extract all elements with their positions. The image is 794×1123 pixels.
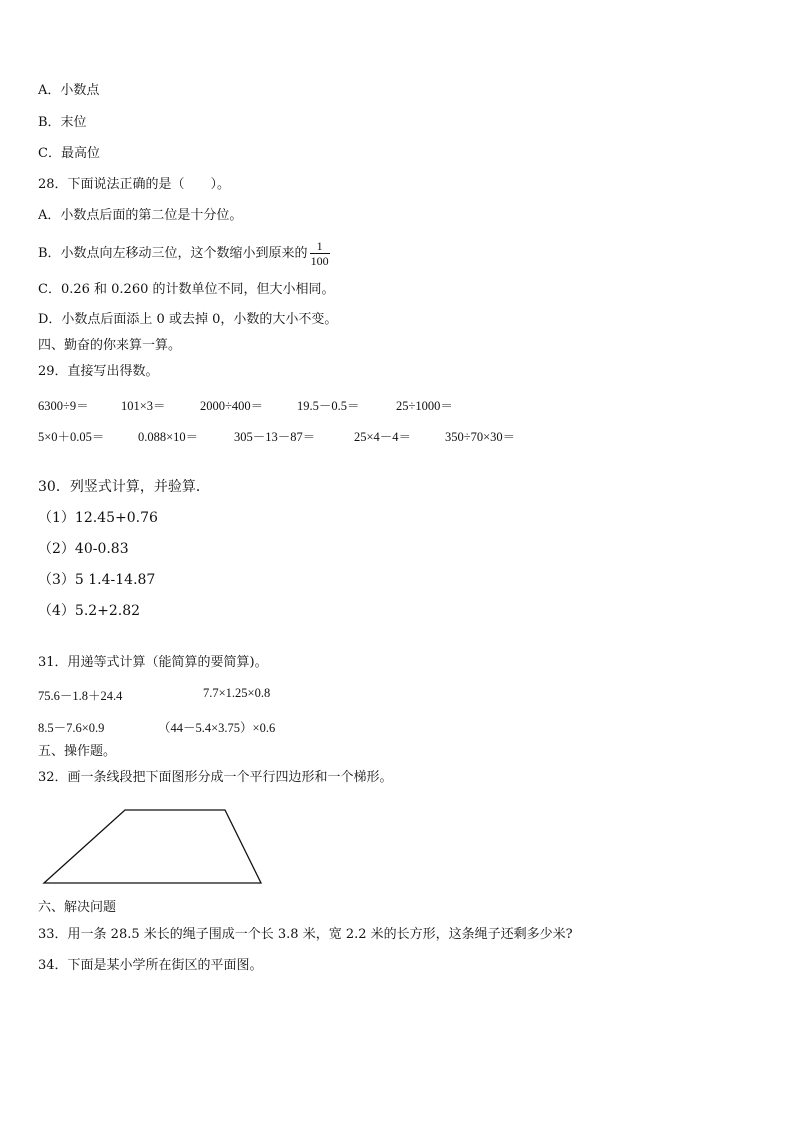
q34-text: 34．下面是某小学所在街区的平面图。 xyxy=(38,958,263,973)
q27-option-b: B．末位 xyxy=(38,115,87,130)
fraction-numerator: 1 xyxy=(310,239,330,254)
q29-stem: 29．直接写出得数。 xyxy=(38,364,159,379)
q27-option-c: C．最高位 xyxy=(38,146,100,161)
q31-expr-2: 7.7×1.25×0.8 xyxy=(203,686,271,700)
q29-calc-9: 25×4－4＝ xyxy=(354,430,412,444)
q31-expr-4: （44－5.4×3.75）×0.6 xyxy=(158,721,276,735)
q29-calc-2: 101×3＝ xyxy=(121,399,166,413)
q28-stem: 28．下面说法正确的是（ ）。 xyxy=(38,177,231,192)
fraction xyxy=(310,239,330,268)
q30-item-3: （3）5 1.4-14.87 xyxy=(38,572,156,588)
q30-item-1: （1）12.45+0.76 xyxy=(38,510,158,526)
q29-calc-1: 6300÷9＝ xyxy=(38,399,89,413)
section5-title: 五、操作题。 xyxy=(38,744,117,759)
q28-option-a: A．小数点后面的第二位是十分位。 xyxy=(38,208,243,223)
q31-expr-1: 75.6－1.8＋24.4 xyxy=(38,689,123,703)
q31-expr-3: 8.5－7.6×0.9 xyxy=(38,721,105,735)
q32-stem: 32．画一条线段把下面图形分成一个平行四边形和一个梯形。 xyxy=(38,770,393,785)
q29-calc-8: 305－13－87＝ xyxy=(234,430,316,444)
q29-calc-6: 5×0＋0.05＝ xyxy=(38,430,105,444)
q29-calc-7: 0.088×10＝ xyxy=(138,430,199,444)
q31-stem: 31．用递等式计算（能简算的要简算)。 xyxy=(38,655,268,670)
q29-calc-3: 2000÷400＝ xyxy=(200,399,264,413)
trapezoid-figure xyxy=(40,806,266,888)
q29-calc-4: 19.5－0.5＝ xyxy=(297,399,360,413)
q30-item-4: （4）5.2+2.82 xyxy=(38,603,141,619)
q28-option-b xyxy=(38,236,330,272)
section6-title: 六、解决问题 xyxy=(38,900,117,915)
section4-title: 四、勤奋的你来算一算。 xyxy=(38,338,182,353)
q30-item-2: （2）40-0.83 xyxy=(38,541,129,557)
q29-calc-5: 25÷1000＝ xyxy=(396,399,453,413)
q30-stem: 30．列竖式计算，并验算． xyxy=(38,479,210,495)
q28-option-c: C．0.26 和 0.260 的计数单位不同，但大小相同。 xyxy=(38,282,335,297)
q28-option-b-text: B．小数点向左移动三位，这个数缩小到原来的 xyxy=(38,246,308,261)
q29-calc-10: 350÷70×30＝ xyxy=(445,430,516,444)
fraction-denominator: 100 xyxy=(310,254,329,268)
q27-option-a: A．小数点 xyxy=(38,83,100,98)
q28-option-d: D．小数点后面添上 0 或去掉 0，小数的大小不变。 xyxy=(38,312,338,327)
q33-text: 33．用一条 28.5 米长的绳子围成一个长 3.8 米，宽 2.2 米的长方形，这条绳子还剩多少米? xyxy=(38,927,573,942)
